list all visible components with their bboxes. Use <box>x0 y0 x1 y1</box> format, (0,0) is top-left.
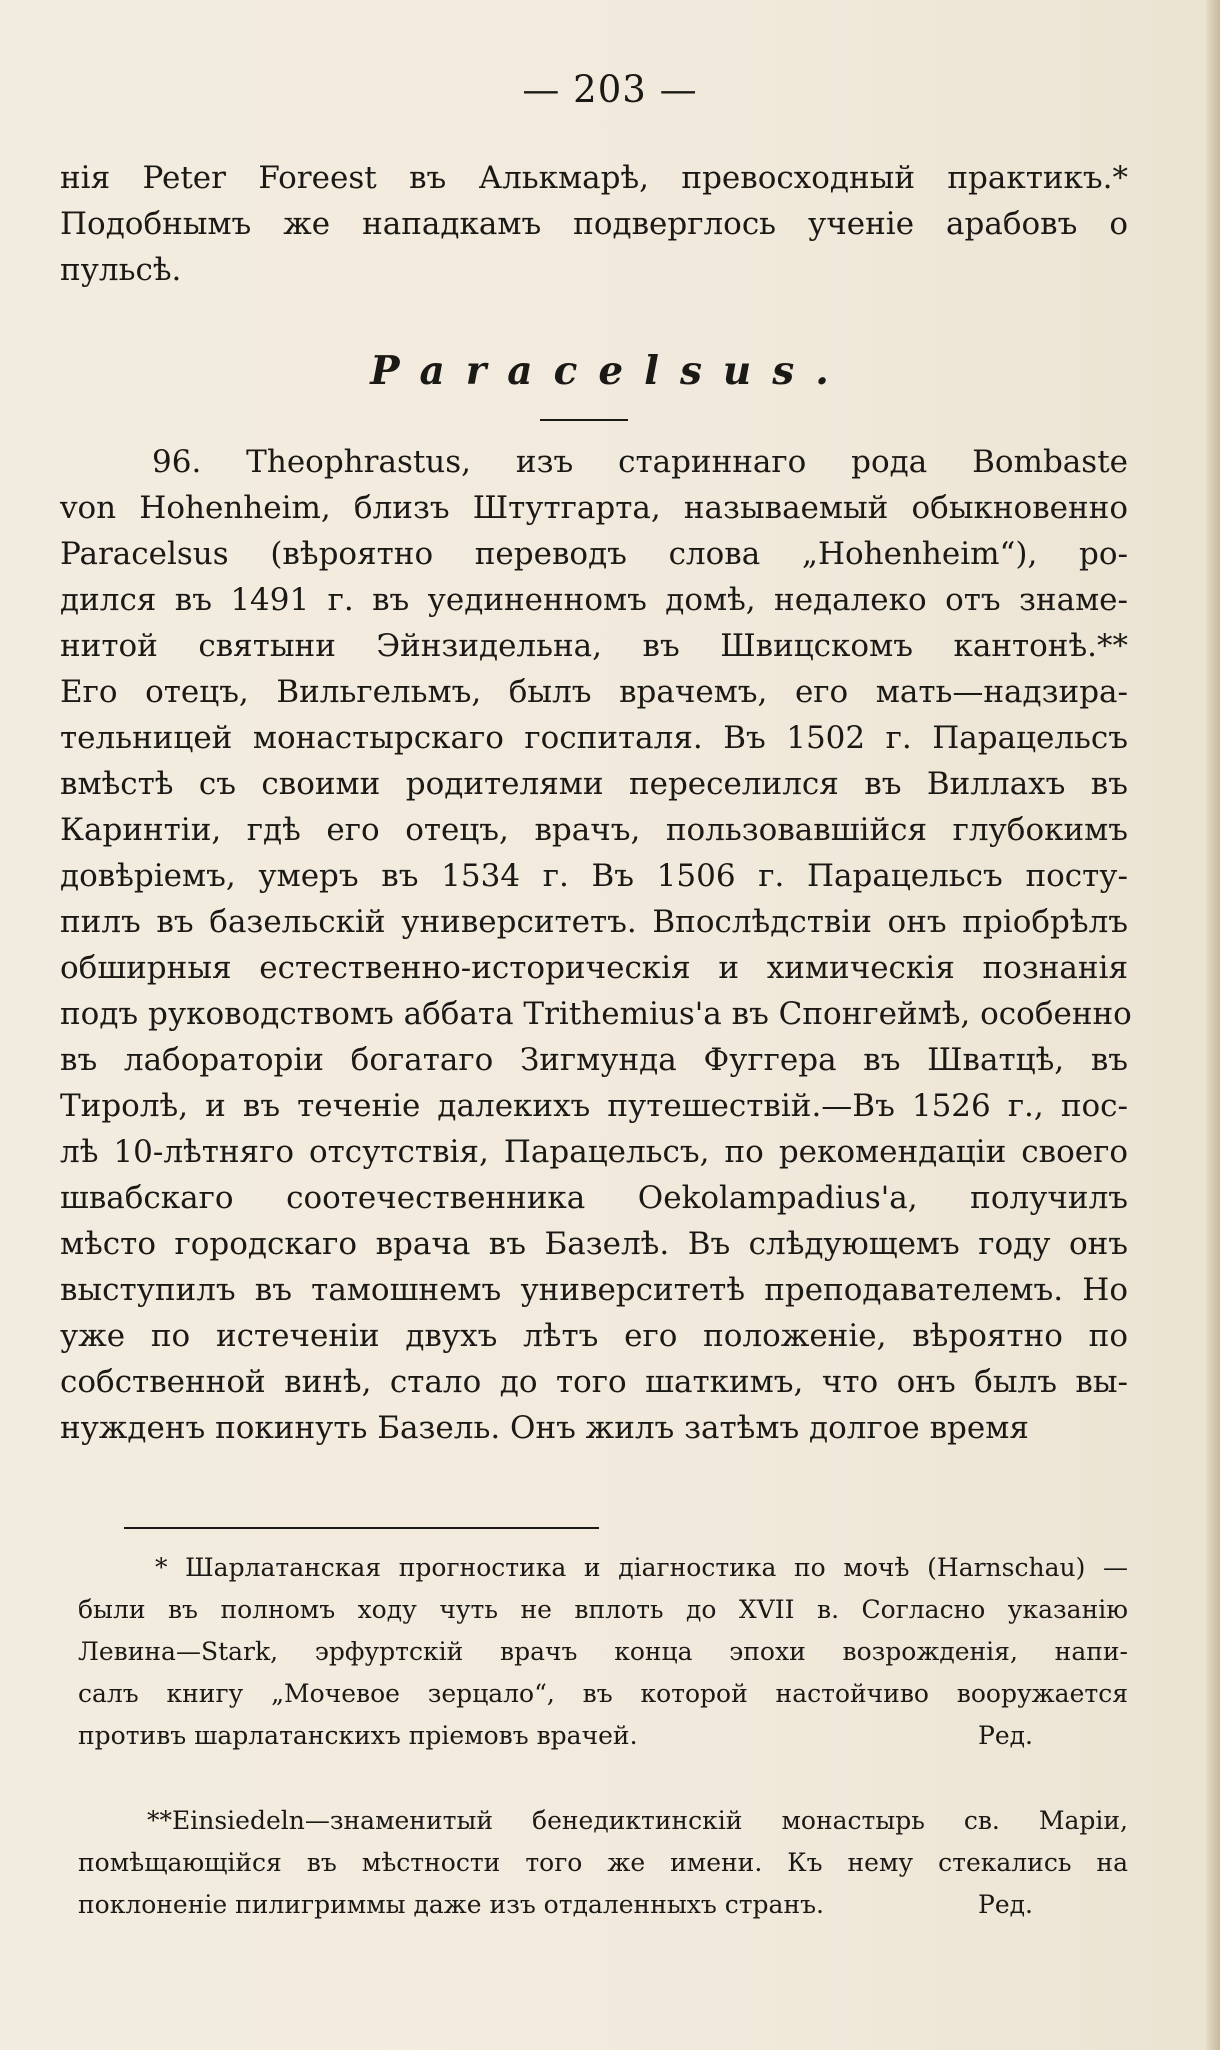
footnote-2-editor-mark: Ред. <box>978 1890 1033 1919</box>
body-line: von Hohenheim, близъ Штутгарта, называемый обыкновенно <box>60 490 1128 526</box>
intro-line: Подобнымъ же нападкамъ подверглось ученіе арабовъ о <box>60 206 1128 242</box>
footnote-1-line: салъ книгу „Мочевое зерцало“, въ которой настойчиво вооружается <box>78 1679 1128 1708</box>
footnote-1-line: были въ полномъ ходу чуть не вплоть до XVII в. Согласно указанію <box>78 1595 1128 1624</box>
footnote-2-line: помѣщающійся въ мѣстности того же имени. Къ нему стекались на <box>78 1848 1128 1877</box>
body-line: вмѣстѣ съ своими родителями переселился въ Виллахъ въ <box>60 766 1128 802</box>
body-line: довѣріемъ, умеръ въ 1534 г. Въ 1506 г. Парацельсъ посту- <box>60 858 1128 894</box>
body-line: нужденъ покинуть Базель. Онъ жилъ затѣмъ долгое время <box>60 1410 1029 1446</box>
body-line: Каринтіи, гдѣ его отецъ, врачъ, пользовавшійся глубокимъ <box>60 812 1128 848</box>
body-line: Paracelsus (вѣроятно переводъ слова „Hohenheim“), ро- <box>60 536 1128 572</box>
footnote-2-line: **Einsiedeln—знаменитый бенедиктинскій монастырь св. Маріи, <box>147 1806 1128 1835</box>
body-line: дился въ 1491 г. въ уединенномъ домѣ, недалеко отъ знаме- <box>60 582 1128 618</box>
footnote-1-line: * Шарлатанская прогностика и діагностика по мочѣ (Harnschau) — <box>155 1553 1128 1582</box>
page-gutter-shadow <box>1206 0 1220 2050</box>
body-line: Его отецъ, Вильгельмъ, былъ врачемъ, его мать—надзира- <box>60 674 1128 710</box>
footnote-2-line: поклоненіе пилигриммы даже изъ отдаленныхъ странъ. Ред. <box>78 1890 1033 1919</box>
body-line: Тиролѣ, и въ теченіе далекихъ путешествій.—Въ 1526 г., пос- <box>60 1088 1128 1124</box>
footnote-1-line: Левина—Stark, эрфуртскій врачъ конца эпохи возрожденія, напи- <box>78 1637 1128 1666</box>
body-line: лѣ 10-лѣтняго отсутствія, Парацельсъ, по рекомендаціи своего <box>60 1134 1128 1170</box>
footnote-1-line: противъ шарлатанскихъ пріемовъ врачей. Ред. <box>78 1721 1033 1750</box>
body-line: выступилъ въ тамошнемъ университетѣ преподавателемъ. Но <box>60 1272 1128 1308</box>
body-line: пилъ въ базельскій университетъ. Впослѣдствіи онъ пріобрѣлъ <box>60 904 1128 940</box>
intro-line: нія Peter Foreest въ Алькмарѣ, превосходный практикъ.* <box>60 160 1128 196</box>
body-line: нитой святыни Эйнзидельна, въ Швицскомъ кантонѣ.** <box>60 628 1128 664</box>
page-number: — 203 — <box>522 68 698 111</box>
body-line: тельницей монастырскаго госпиталя. Въ 1502 г. Парацельсъ <box>60 720 1128 756</box>
body-line: мѣсто городскаго врача въ Базелѣ. Въ слѣдующемъ году онъ <box>60 1226 1128 1262</box>
body-line: 96. Theophrastus, изъ стариннаго рода Bombaste <box>152 444 1128 480</box>
footnote-divider <box>124 1527 599 1529</box>
body-line: собственной винѣ, стало до того шаткимъ, что онъ былъ вы- <box>60 1364 1128 1400</box>
body-line: подъ руководствомъ аббата Trithemius'а въ Спонгеймѣ, особенно <box>60 996 1132 1032</box>
body-line: обширныя естественно-историческія и химическія познанія <box>60 950 1128 986</box>
section-heading: Paracelsus. <box>370 348 850 394</box>
intro-line: пульсѣ. <box>60 252 182 288</box>
body-line: швабскаго соотечественника Oekolampadius'а, получилъ <box>60 1180 1128 1216</box>
body-line: уже по истеченіи двухъ лѣтъ его положеніе, вѣроятно по <box>60 1318 1128 1354</box>
footnote-1-editor-mark: Ред. <box>978 1721 1033 1750</box>
heading-divider <box>540 419 628 421</box>
body-line: въ лабораторіи богатаго Зигмунда Фуггера въ Шватцѣ, въ <box>60 1042 1128 1078</box>
